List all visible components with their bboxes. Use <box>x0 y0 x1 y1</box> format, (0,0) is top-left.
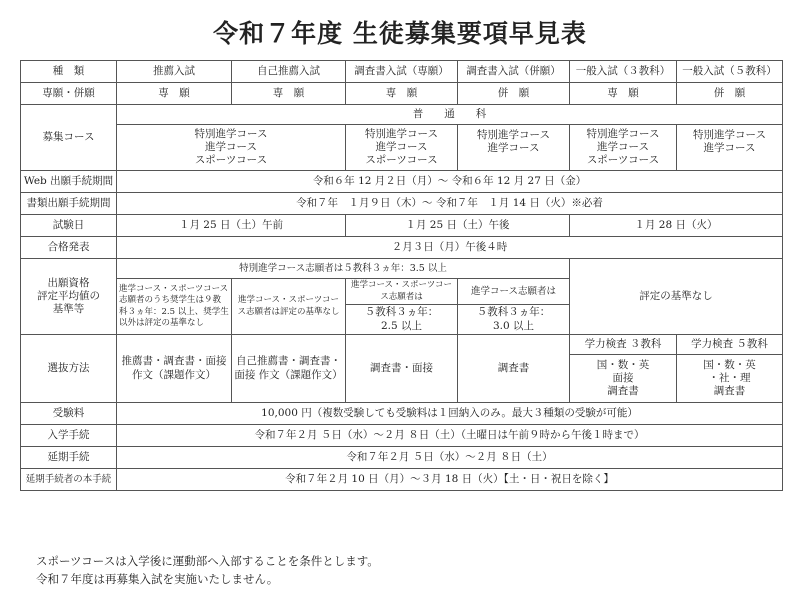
qual-c56: 評定の基準なし <box>570 259 783 335</box>
type-col-1: 推薦入試 <box>117 61 232 83</box>
extension-value: 令和７年２月 ５日（水）〜２月 ８日（土） <box>117 447 783 469</box>
ext-main-value: 令和７年２月 10 日（月）〜３月 18 日（火）【土・日・祝日を除く】 <box>117 469 783 491</box>
course-label: 募集コース <box>21 105 117 171</box>
notes <box>36 552 379 588</box>
admission-value: 令和７年２月 ５日（水）〜２月 ８日（土）（土曜日は午前９時から午後１時まで） <box>117 425 783 447</box>
exam-label: 試験日 <box>21 215 117 237</box>
docs-label: 書類出願手続期間 <box>21 193 117 215</box>
ext-main-row <box>21 469 783 491</box>
senpei-1: 専 願 <box>117 83 232 105</box>
senpei-3: 専 願 <box>346 83 458 105</box>
note-1: スポーツコースは入学後に運動部へ入部することを条件とします。 <box>36 554 379 568</box>
select-c1: 推薦書・調査書・面接 作文（課題作文） <box>117 335 232 403</box>
docs-value: 令和７年 １月９日（木）〜 令和７年 １月 14 日（火）※必着 <box>117 193 783 215</box>
course-dept-row <box>21 105 783 125</box>
course-c5: 特別進学コース 進学コース スポーツコース <box>570 125 677 171</box>
fee-value: 10,000 円（複数受験しても受験料は１回納入のみ。最大３種類の受験が可能） <box>117 403 783 425</box>
course-row <box>21 125 783 171</box>
web-row <box>21 171 783 193</box>
web-value: 令和６年 12 月２日（月）〜 令和６年 12 月 27 日（金） <box>117 171 783 193</box>
web-label: Web 出願手続期間 <box>21 171 117 193</box>
senpei-5: 専 願 <box>570 83 677 105</box>
type-col-3: 調査書入試（専願） <box>346 61 458 83</box>
page-title: 令和７年度 生徒募集要項早見表 <box>213 19 587 48</box>
select-c5-head: 学力検査 ３教科 <box>570 335 677 355</box>
result-row <box>21 237 783 259</box>
admission-label: 入学手続 <box>21 425 117 447</box>
exam-row <box>21 215 783 237</box>
exam-v2: １月 25 日（土）午後 <box>346 215 570 237</box>
type-col-2: 自己推薦入試 <box>232 61 346 83</box>
note-2: 令和７年度は再募集入試を実施いたしません。 <box>36 572 279 586</box>
type-col-4: 調査書入試（併願） <box>458 61 570 83</box>
qual-c2: 進学コース・スポーツコース志願者は評定の基準なし <box>232 279 346 335</box>
type-row <box>21 61 783 83</box>
senpei-6: 併 願 <box>677 83 783 105</box>
extension-row <box>21 447 783 469</box>
select-label: 選抜方法 <box>21 335 117 403</box>
qual-c4-top: 進学コース志願者は <box>458 279 570 305</box>
qual-c3-bottom: ５教科３ヵ年： 2.5 以上 <box>346 305 458 335</box>
course-dept: 普 通 科 <box>117 105 783 125</box>
extension-label: 延期手続 <box>21 447 117 469</box>
type-col-5: 一般入試（３教科） <box>570 61 677 83</box>
qual-c1: 進学コース・スポーツコース志願者のうち奨学生は９教科３ヵ年：2.5 以上、奨学生以外は評定の基準なし <box>117 279 232 335</box>
qual-top-row <box>21 259 783 279</box>
select-c6-head: 学力検査 ５教科 <box>677 335 783 355</box>
select-head-row <box>21 335 783 355</box>
result-label: 合格発表 <box>21 237 117 259</box>
type-col-6: 一般入試（５教科） <box>677 61 783 83</box>
senpei-row <box>21 83 783 105</box>
docs-row <box>21 193 783 215</box>
select-c4: 調査書 <box>458 335 570 403</box>
fee-label: 受験料 <box>21 403 117 425</box>
qual-c4-bottom: ５教科３ヵ年： 3.0 以上 <box>458 305 570 335</box>
senpei-label: 専願・併願 <box>21 83 117 105</box>
senpei-2: 専 願 <box>232 83 346 105</box>
admission-summary-table <box>20 60 783 491</box>
exam-v3: １月 28 日（火） <box>570 215 783 237</box>
course-c6: 特別進学コース 進学コース <box>677 125 783 171</box>
admission-row <box>21 425 783 447</box>
select-c6: 国・数・英 ・社・理 調査書 <box>677 355 783 403</box>
course-c12: 特別進学コース 進学コース スポーツコース <box>117 125 346 171</box>
result-value: ２月３日（月）午後４時 <box>117 237 783 259</box>
course-c3: 特別進学コース 進学コース スポーツコース <box>346 125 458 171</box>
select-c2: 自己推薦書・調査書・ 面接 作文（課題作文） <box>232 335 346 403</box>
qual-top: 特別進学コース志願者は５教科３ヵ年：3.5 以上 <box>117 259 570 279</box>
ext-main-label: 延期手続者の本手続 <box>21 469 117 491</box>
senpei-4: 併 願 <box>458 83 570 105</box>
fee-row <box>21 403 783 425</box>
type-label: 種 類 <box>21 61 117 83</box>
qual-label: 出願資格 評定平均値の 基準等 <box>21 259 117 335</box>
course-c4: 特別進学コース 進学コース <box>458 125 570 171</box>
select-c3: 調査書・面接 <box>346 335 458 403</box>
qual-c3-top: 進学コース・スポーツコース志願者は <box>346 279 458 305</box>
exam-v1: １月 25 日（土）午前 <box>117 215 346 237</box>
select-c5: 国・数・英 面接 調査書 <box>570 355 677 403</box>
